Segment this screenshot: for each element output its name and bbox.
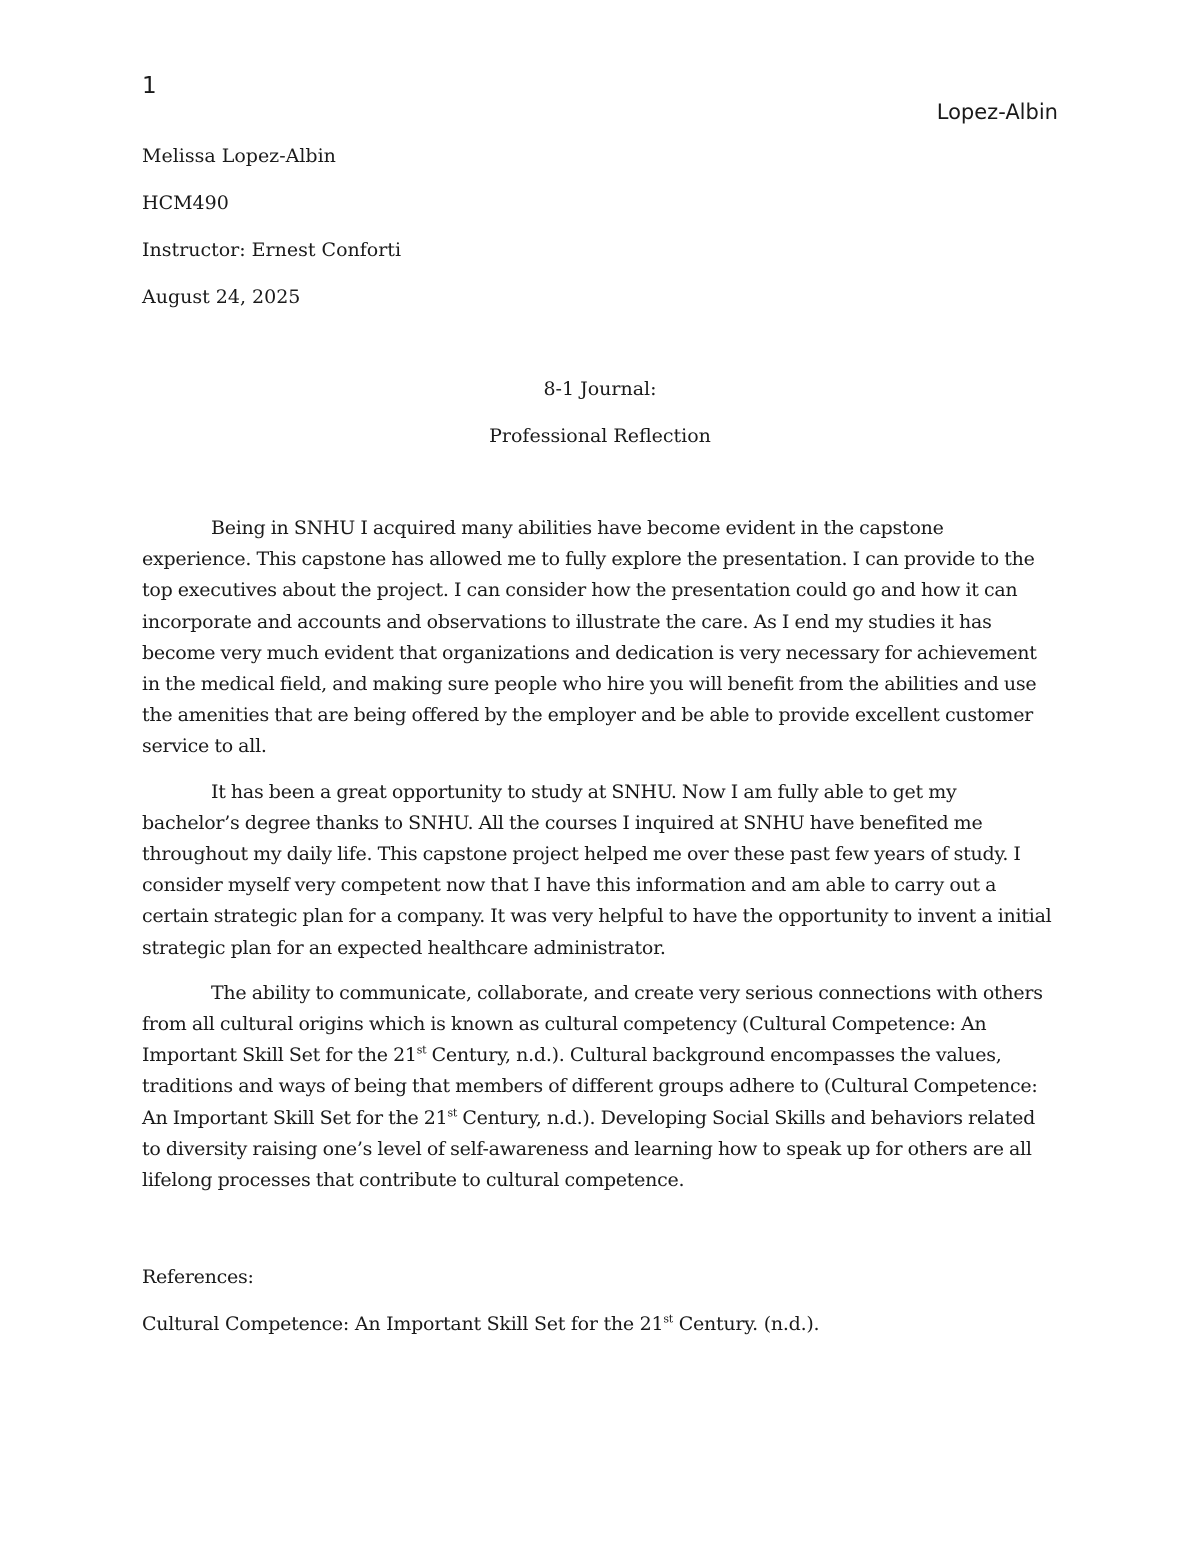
title-line-1: 8-1 Journal:: [543, 378, 657, 400]
document-body: [142, 513, 1058, 1210]
ordinal-superscript: st: [663, 1312, 673, 1326]
paragraph-3-text-2: Century, n.d.). Cultural background encompasses the values, traditions and ways of being that members of different groups adhere to (Cultural Competence: An Important Skill Set for the 21: [142, 1044, 1038, 1129]
paragraph-3-text-3: Century, n.d.). Developing Social Skills and behaviors related to diversity raising one’s level of self-awareness and learning how to speak up for others are all lifelong processes that contribute to cultural competence.: [142, 1106, 1036, 1192]
document-title: [142, 373, 1058, 467]
reference-text-2: Century. (n.d.).: [672, 1313, 820, 1335]
references-section: [142, 1261, 1058, 1355]
author-name: Melissa Lopez-Albin: [142, 145, 336, 167]
reference-text-1: Cultural Competence: An Important Skill Set for the 21: [142, 1313, 664, 1335]
ordinal-superscript: st: [416, 1043, 427, 1057]
references-heading: References:: [142, 1266, 254, 1288]
submission-date: August 24, 2025: [142, 286, 301, 308]
reference-entry: [142, 1308, 1058, 1355]
course-code: HCM490: [142, 192, 229, 214]
paragraph-3-text-1: The ability to communicate, collaborate, and create very serious connections with others from all cultural origins which is known as cultural competency (Cultural Competence: An Important Skill Set for the 21: [142, 981, 1043, 1067]
instructor-name: Instructor: Ernest Conforti: [142, 239, 402, 261]
page-number: 1: [142, 73, 157, 99]
title-line-2: Professional Reflection: [489, 425, 711, 447]
student-heading: [142, 140, 1058, 328]
running-head: Lopez-Albin: [936, 100, 1058, 124]
paragraph-2: It has been a great opportunity to study at SNHU. Now I am fully able to get my bachelor’s degree thanks to SNHU. All the courses I inquired at SNHU have benefited me throughout my daily life. This capstone project helped me over these past few years of study. I consider myself very competent now that I have this information and am able to carry out a certain strategic plan for a company. It was very helpful to have the opportunity to invent a initial strategic plan for an expected healthcare administrator.: [142, 780, 1052, 959]
ordinal-superscript: st: [447, 1106, 458, 1120]
paragraph-1: Being in SNHU I acquired many abilities have become evident in the capstone experience. This capstone has allowed me to fully explore the presentation. I can provide to the top executives about the project. I can consider how the presentation could go and how it can incorporate and accounts and observations to illustrate the care. As I end my studies it has become very much evident that organizations and dedication is very necessary for achievement in the medical field, and making sure people who hire you will benefit from the abilities and use the amenities that are being offered by the employer and be able to provide excellent customer service to all.: [142, 517, 1037, 758]
paragraph-3: [142, 978, 1058, 1196]
